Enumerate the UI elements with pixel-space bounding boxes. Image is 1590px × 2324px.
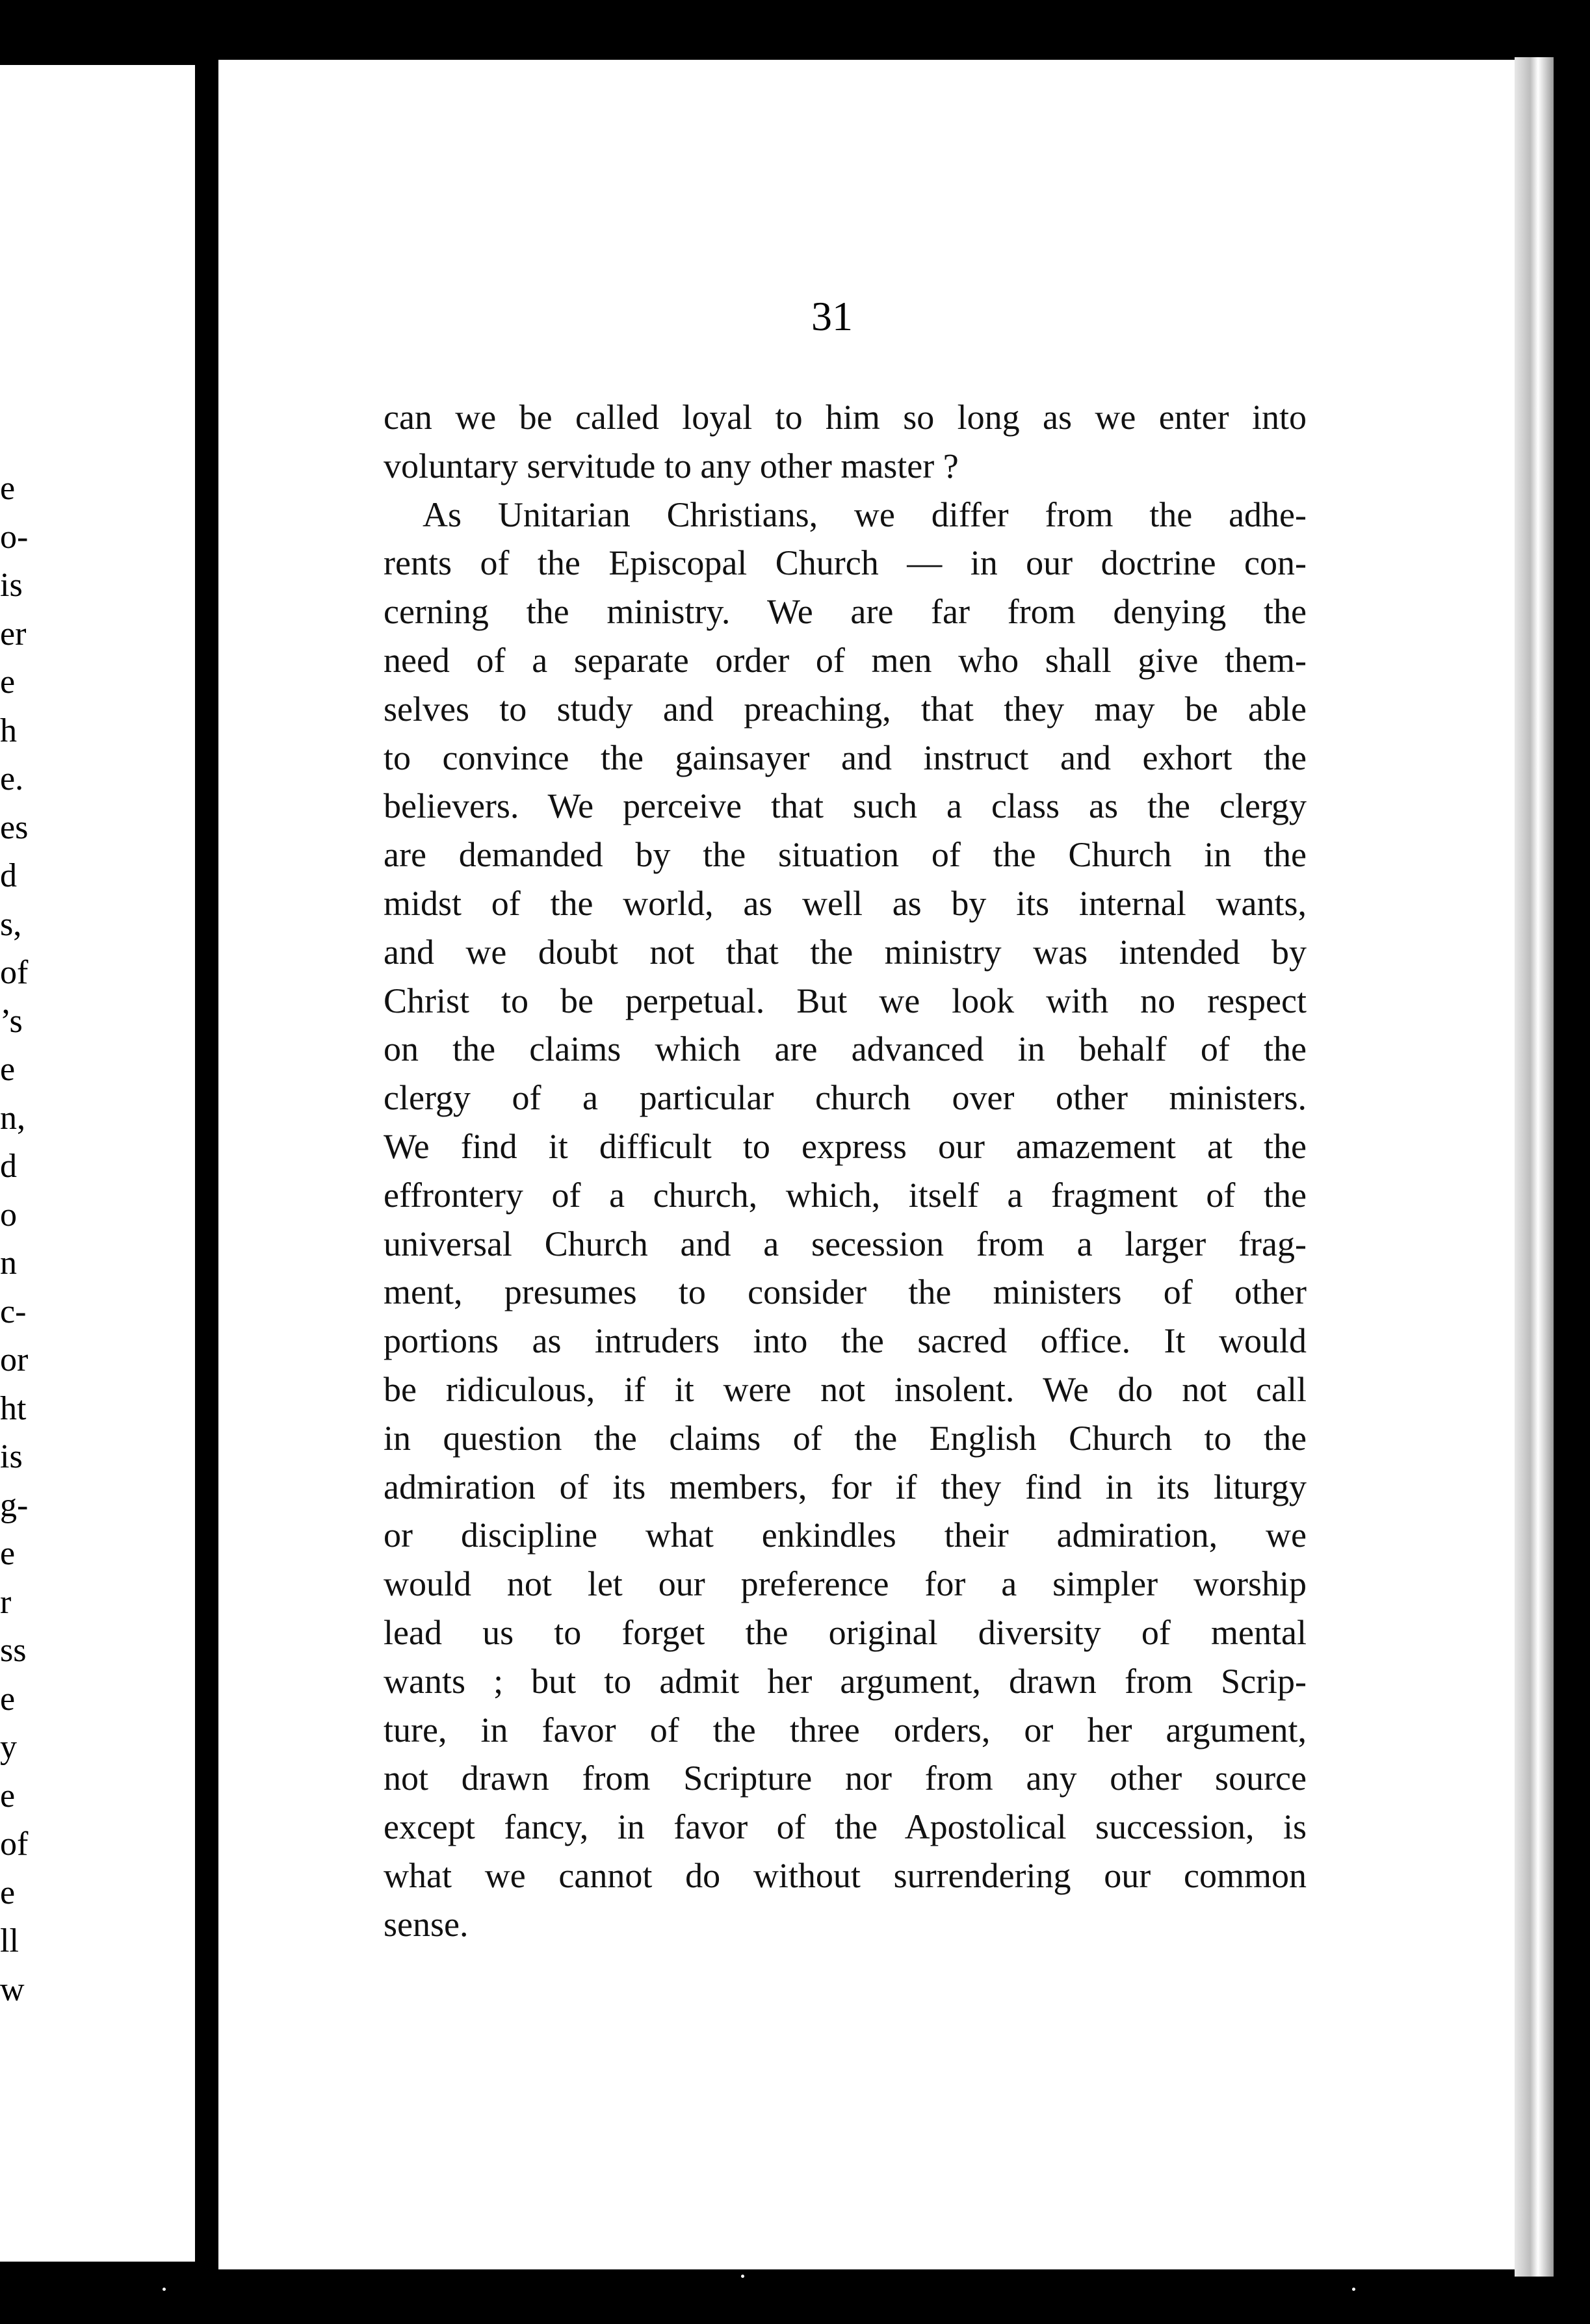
text-line: be ridiculous, if it were not insolent. We do not call — [384, 1369, 1307, 1409]
text-line: As Unitarian Christians, we differ from the adhe- — [423, 495, 1307, 534]
text-line: lead us to forget the original diversity of mental — [384, 1612, 1307, 1652]
text-line: cerning the ministry. We are far from denying the — [384, 592, 1307, 632]
text-line: clergy of a particular church over other ministers. — [384, 1078, 1307, 1118]
text-line: on the claims which are advanced in behalf of the — [384, 1029, 1307, 1069]
facing-page-fragment: e. — [0, 760, 24, 797]
facing-page-fragment: g- — [0, 1486, 29, 1524]
text-line: except fancy, in favor of the Apostolical succession, is — [384, 1807, 1307, 1847]
text-line: to convince the gainsayer and instruct and exhort the — [384, 738, 1307, 777]
facing-page-fragment: o — [0, 1196, 17, 1233]
facing-page-fragment: of — [0, 1826, 29, 1863]
text-line: voluntary servitude to any other master ? — [384, 446, 959, 485]
facing-page-fragment: d — [0, 1148, 17, 1185]
text-line: midst of the world, as well as by its internal wants, — [384, 883, 1307, 923]
text-line: need of a separate order of men who shall give them- — [384, 640, 1307, 680]
text-line: effrontery of a church, which, itself a fragment of the — [384, 1175, 1307, 1215]
facing-page-fragment: ht — [0, 1389, 27, 1427]
text-line: what we cannot do without surrendering our common — [384, 1855, 1307, 1895]
facing-page-fragment: e — [0, 1535, 16, 1572]
scan-speck — [163, 2288, 166, 2291]
text-line: are demanded by the situation of the Church in the — [384, 835, 1307, 875]
facing-page-fragment: ’s — [0, 1002, 23, 1040]
facing-page-fragment: ss — [0, 1632, 27, 1669]
facing-page-fragment: e — [0, 1051, 16, 1088]
facing-page-fragment: d — [0, 857, 17, 894]
facing-page-fragment: s, — [0, 905, 22, 943]
facing-page-fragment: es — [0, 808, 29, 846]
text-line: Christ to be perpetual. But we look with no respect — [384, 981, 1307, 1020]
facing-page-fragment: e — [0, 664, 16, 701]
text-line: would not let our preference for a simpler worship — [384, 1564, 1307, 1604]
text-line: or discipline what enkindles their admiration, we — [384, 1516, 1307, 1555]
text-line: wants ; but to admit her argument, drawn from Scrip- — [384, 1661, 1307, 1701]
text-line: selves to study and preaching, that they may be able — [384, 689, 1307, 729]
facing-page-fragment: e — [0, 1680, 16, 1718]
facing-page-fragment: is — [0, 1438, 23, 1475]
scan-speck — [1352, 2288, 1355, 2291]
page-number: 31 — [811, 293, 853, 339]
page-edge-stack — [1515, 57, 1554, 2277]
text-line: We find it difficult to express our amazement at the — [384, 1126, 1307, 1166]
facing-page-fragment: c- — [0, 1293, 27, 1330]
facing-page-fragment: e — [0, 1874, 16, 1911]
facing-page-fragment: er — [0, 615, 27, 652]
facing-page-fragment: y — [0, 1729, 17, 1766]
text-line: in question the claims of the English Church to the — [384, 1418, 1307, 1458]
facing-page-fragment: o- — [0, 518, 29, 556]
facing-page-fragment: or — [0, 1341, 29, 1378]
text-line: ture, in favor of the three orders, or her argument, — [384, 1710, 1307, 1749]
facing-page-fragment: e — [0, 1777, 16, 1814]
facing-page-fragment: e — [0, 470, 16, 507]
facing-page-fragment: n, — [0, 1099, 25, 1137]
facing-page-text-fragments — [0, 465, 40, 2014]
text-line: believers. We perceive that such a class as the clergy — [384, 786, 1307, 826]
text-line: portions as intruders into the sacred office. It would — [384, 1321, 1307, 1361]
facing-page-fragment: r — [0, 1583, 12, 1621]
facing-page-fragment: ll — [0, 1922, 19, 1959]
text-line: rents of the Episcopal Church — in our doctrine con- — [384, 543, 1307, 583]
text-line: ment, presumes to consider the ministers of other — [384, 1272, 1307, 1312]
book-gutter — [195, 65, 215, 2268]
body-text — [384, 393, 1307, 1949]
facing-page-fragment: of — [0, 954, 29, 991]
text-line: universal Church and a secession from a larger frag- — [384, 1224, 1307, 1263]
text-line: sense. — [384, 1904, 469, 1944]
text-line: admiration of its members, for if they find in its liturgy — [384, 1467, 1307, 1506]
facing-page-fragment: n — [0, 1245, 17, 1282]
text-line: not drawn from Scripture nor from any other source — [384, 1759, 1307, 1798]
text-line: and we doubt not that the ministry was intended by — [384, 932, 1307, 972]
facing-page-fragment: is — [0, 567, 23, 604]
text-line: can we be called loyal to him so long as we enter into — [384, 398, 1307, 437]
scan-speck — [741, 2275, 744, 2278]
facing-page-left — [0, 65, 195, 2262]
facing-page-fragment: h — [0, 712, 17, 749]
facing-page-fragment: w — [0, 1970, 25, 2008]
